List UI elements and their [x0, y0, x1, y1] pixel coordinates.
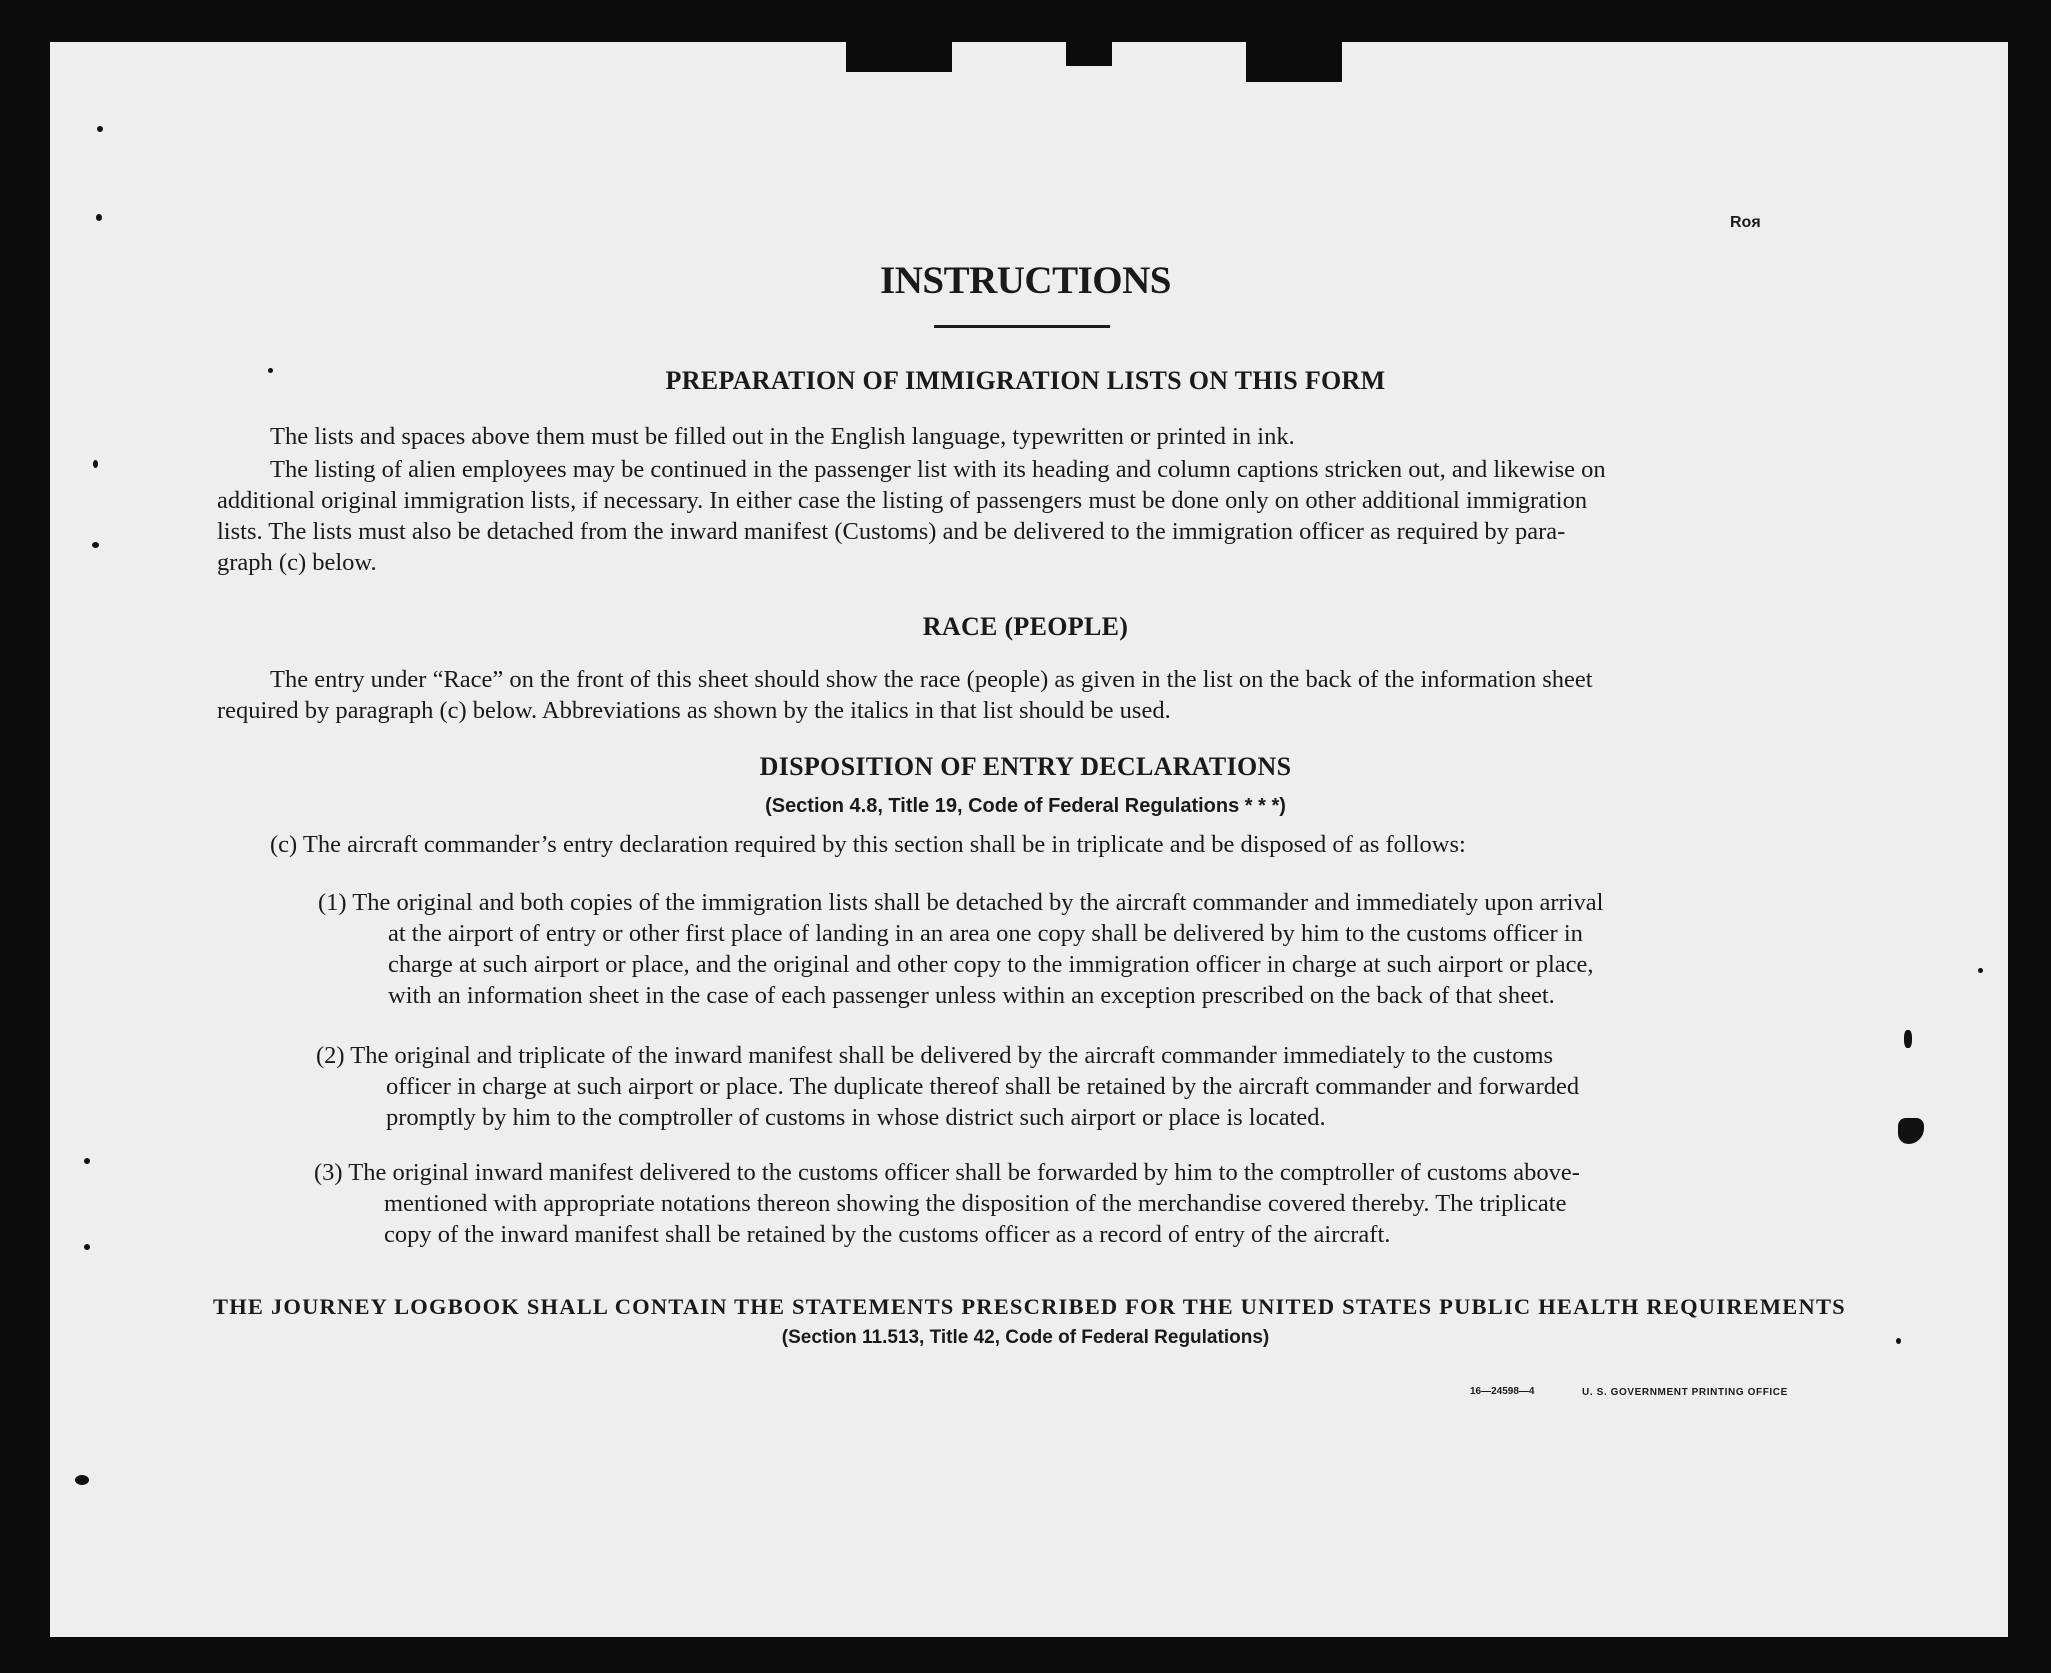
margin-speck	[75, 1475, 89, 1485]
margin-speck	[93, 460, 98, 468]
section-subheading-citation: (Section 4.8, Title 19, Code of Federal Regulations * * *)	[765, 795, 1286, 817]
margin-speck	[1904, 1030, 1912, 1048]
section-heading-race: RACE (PEOPLE)	[922, 612, 1129, 641]
paragraph-line: graph (c) below.	[217, 549, 377, 576]
section-heading-preparation: PREPARATION OF IMMIGRATION LISTS ON THIS FORM	[665, 366, 1386, 395]
margin-speck	[96, 214, 102, 221]
paragraph-line: additional original immigration lists, if necessary. In either case the listing of passengers must be done only on other additional immigration	[217, 487, 1588, 514]
disposition-item-3	[314, 1157, 1826, 1250]
paragraph-line: (1) The original and both copies of the immigration lists shall be detached by the aircraft commander and immediately upon arrival	[318, 889, 1604, 916]
paragraph-line: copy of the inward manifest shall be retained by the customs officer as a record of entry of the aircraft.	[384, 1221, 1391, 1248]
paragraph-line: promptly by him to the comptroller of customs in whose district such airport or place is located.	[386, 1104, 1326, 1131]
paragraph-line: (3) The original inward manifest delivered to the customs officer shall be forwarded by him to the comptroller of customs above-	[314, 1159, 1580, 1186]
page-notch-right	[1246, 42, 1342, 82]
footer-citation: (Section 11.513, Title 42, Code of Federal Regulations)	[781, 1327, 1270, 1348]
paragraph-line: officer in charge at such airport or place. The duplicate thereof shall be retained by the aircraft commander and forwarded	[386, 1073, 1580, 1100]
paragraph-line: The lists and spaces above them must be filled out in the English language, typewritten or printed in ink.	[270, 423, 1295, 450]
section-heading-disposition: DISPOSITION OF ENTRY DECLARATIONS	[759, 752, 1292, 781]
paragraph-line: The listing of alien employees may be continued in the passenger list with its heading and column captions stricken out, and likewise on	[270, 456, 1606, 483]
page-notch-left	[846, 42, 952, 72]
disposition-item-1	[318, 887, 1826, 1011]
margin-speck	[1978, 968, 1983, 973]
printer-imprint: U. S. GOVERNMENT PRINTING OFFICE	[1582, 1387, 1788, 1398]
margin-speck	[84, 1158, 90, 1164]
disposition-item-2	[316, 1040, 1826, 1133]
title-underline	[934, 325, 1110, 328]
paragraph-line: The entry under “Race” on the front of this sheet should show the race (people) as given in the list on the back of the information sheet	[270, 666, 1593, 693]
margin-speck	[97, 126, 103, 132]
footer-statement: THE JOURNEY LOGBOOK SHALL CONTAIN THE STATEMENTS PRESCRIBED FOR THE UNITED STATES PUBLIC HEALTH REQUIREMENTS	[213, 1294, 1846, 1319]
paragraph-line: lists. The lists must also be detached from the inward manifest (Customs) and be delivered to the immigration officer as required by para-	[217, 518, 1566, 545]
page-notch-middle	[1066, 42, 1112, 66]
paragraph-line: with an information sheet in the case of each passenger unless within an exception prescribed on the back of that sheet.	[388, 982, 1555, 1009]
page-title: INSTRUCTIONS	[880, 259, 1171, 302]
margin-speck	[84, 1244, 90, 1250]
paragraph-line: (2) The original and triplicate of the inward manifest shall be delivered by the aircraft commander immediately to the customs	[316, 1042, 1554, 1069]
paragraph-line: mentioned with appropriate notations thereon showing the disposition of the merchandise covered thereby. The triplicate	[384, 1190, 1567, 1217]
paragraph-line: charge at such airport or place, and the original and other copy to the immigration officer in charge at such airport or place,	[388, 951, 1594, 978]
margin-speck	[92, 542, 99, 548]
corner-mark: Roя	[1730, 214, 1761, 231]
form-number: 16—24598—4	[1470, 1386, 1535, 1397]
paragraph-line: (c) The aircraft commander’s entry declaration required by this section shall be in triplicate and be disposed of as follows:	[270, 831, 1466, 858]
disposition-intro	[270, 829, 1830, 860]
preparation-section	[217, 421, 1831, 578]
paragraph-line: at the airport of entry or other first place of landing in an area one copy shall be delivered by him to the customs officer in	[388, 920, 1583, 947]
paragraph-line: required by paragraph (c) below. Abbreviations as shown by the italics in that list should be used.	[217, 697, 1171, 724]
race-section	[217, 664, 1831, 726]
